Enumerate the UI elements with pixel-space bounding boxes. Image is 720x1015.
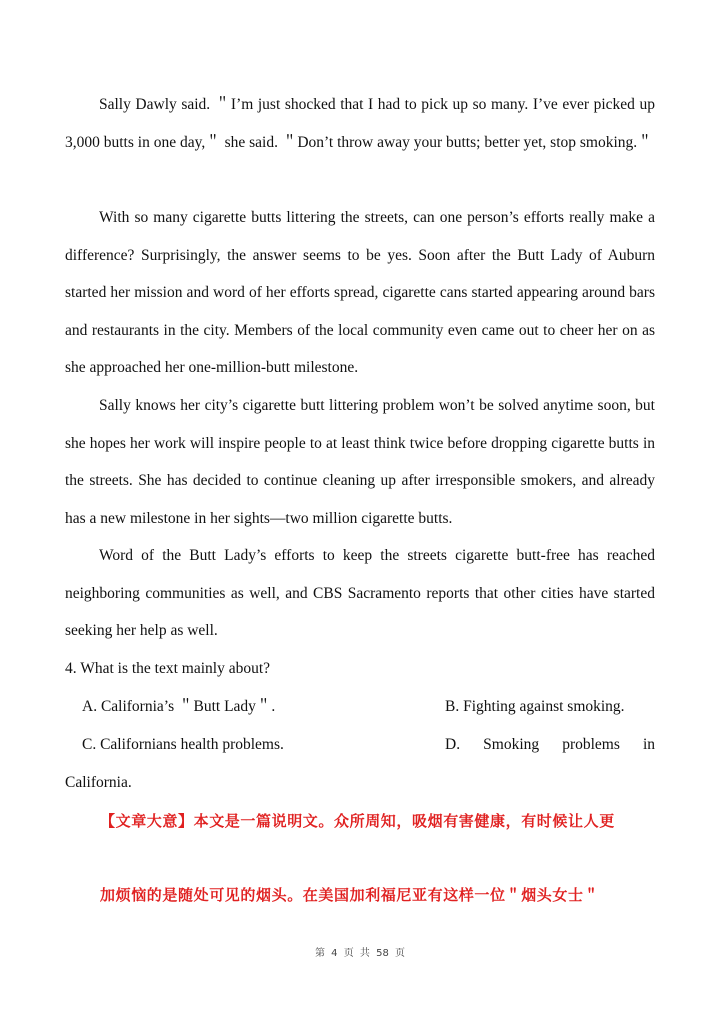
option-a: A. California’s ＂Butt Lady＂. (82, 698, 276, 715)
question-stem: 4. What is the text mainly about? (65, 660, 271, 677)
page-footer: 第 4 页 共 58 页 (315, 948, 405, 959)
option-b: B. Fighting against smoking. (445, 698, 625, 715)
option-d-word: Smoking (483, 736, 540, 753)
paragraph-4: Word of the Butt Lady’s efforts to keep the streets cigarette butt-free has reached neighboring communities as well, and CBS Sacramento reports that other cities have started seeking her help as well. (65, 547, 655, 640)
analysis-line-2: 加烦恼的是随处可见的烟头。在美国加利福尼亚有这样一位＂烟头女士＂ (100, 886, 600, 904)
paragraph-3: Sally knows her city’s cigarette butt littering problem won’t be solved anytime soon, but she hopes her work will inspire people to at least think twice before dropping cigarette butts in the streets. She has decided to continue cleaning up after irresponsible smokers, and already has a new milestone in her sights—two million cigarette butts. (65, 397, 655, 527)
option-d (445, 735, 655, 755)
analysis-line-1: 【文章大意】本文是一篇说明文。众所周知，吸烟有害健康，有时候让人更 (100, 812, 615, 830)
option-d-continuation: California. (65, 774, 132, 791)
option-d-word: problems (562, 736, 620, 753)
paragraph-2: With so many cigarette butts littering the streets, can one person’s efforts really make a difference? Surprisingly, the answer seems to be yes. Soon after the Butt Lady of Auburn started her mission and word of her efforts spread, cigarette cans started appearing around bars and restaurants in the city. Members of the local community even came out to cheer her on as she approached her one-million-butt milestone. (65, 209, 655, 377)
option-c: C. Californians health problems. (82, 736, 284, 753)
paragraph-1: Sally Dawly said. ＂I’m just shocked that I had to pick up so many. I’ve ever picked up 3,000 butts in one day,＂ she said. ＂Don’t throw away your butts; better yet, stop smoking.＂ (65, 96, 655, 151)
option-d-word: in (642, 736, 655, 753)
option-d-word: D. (445, 736, 461, 753)
